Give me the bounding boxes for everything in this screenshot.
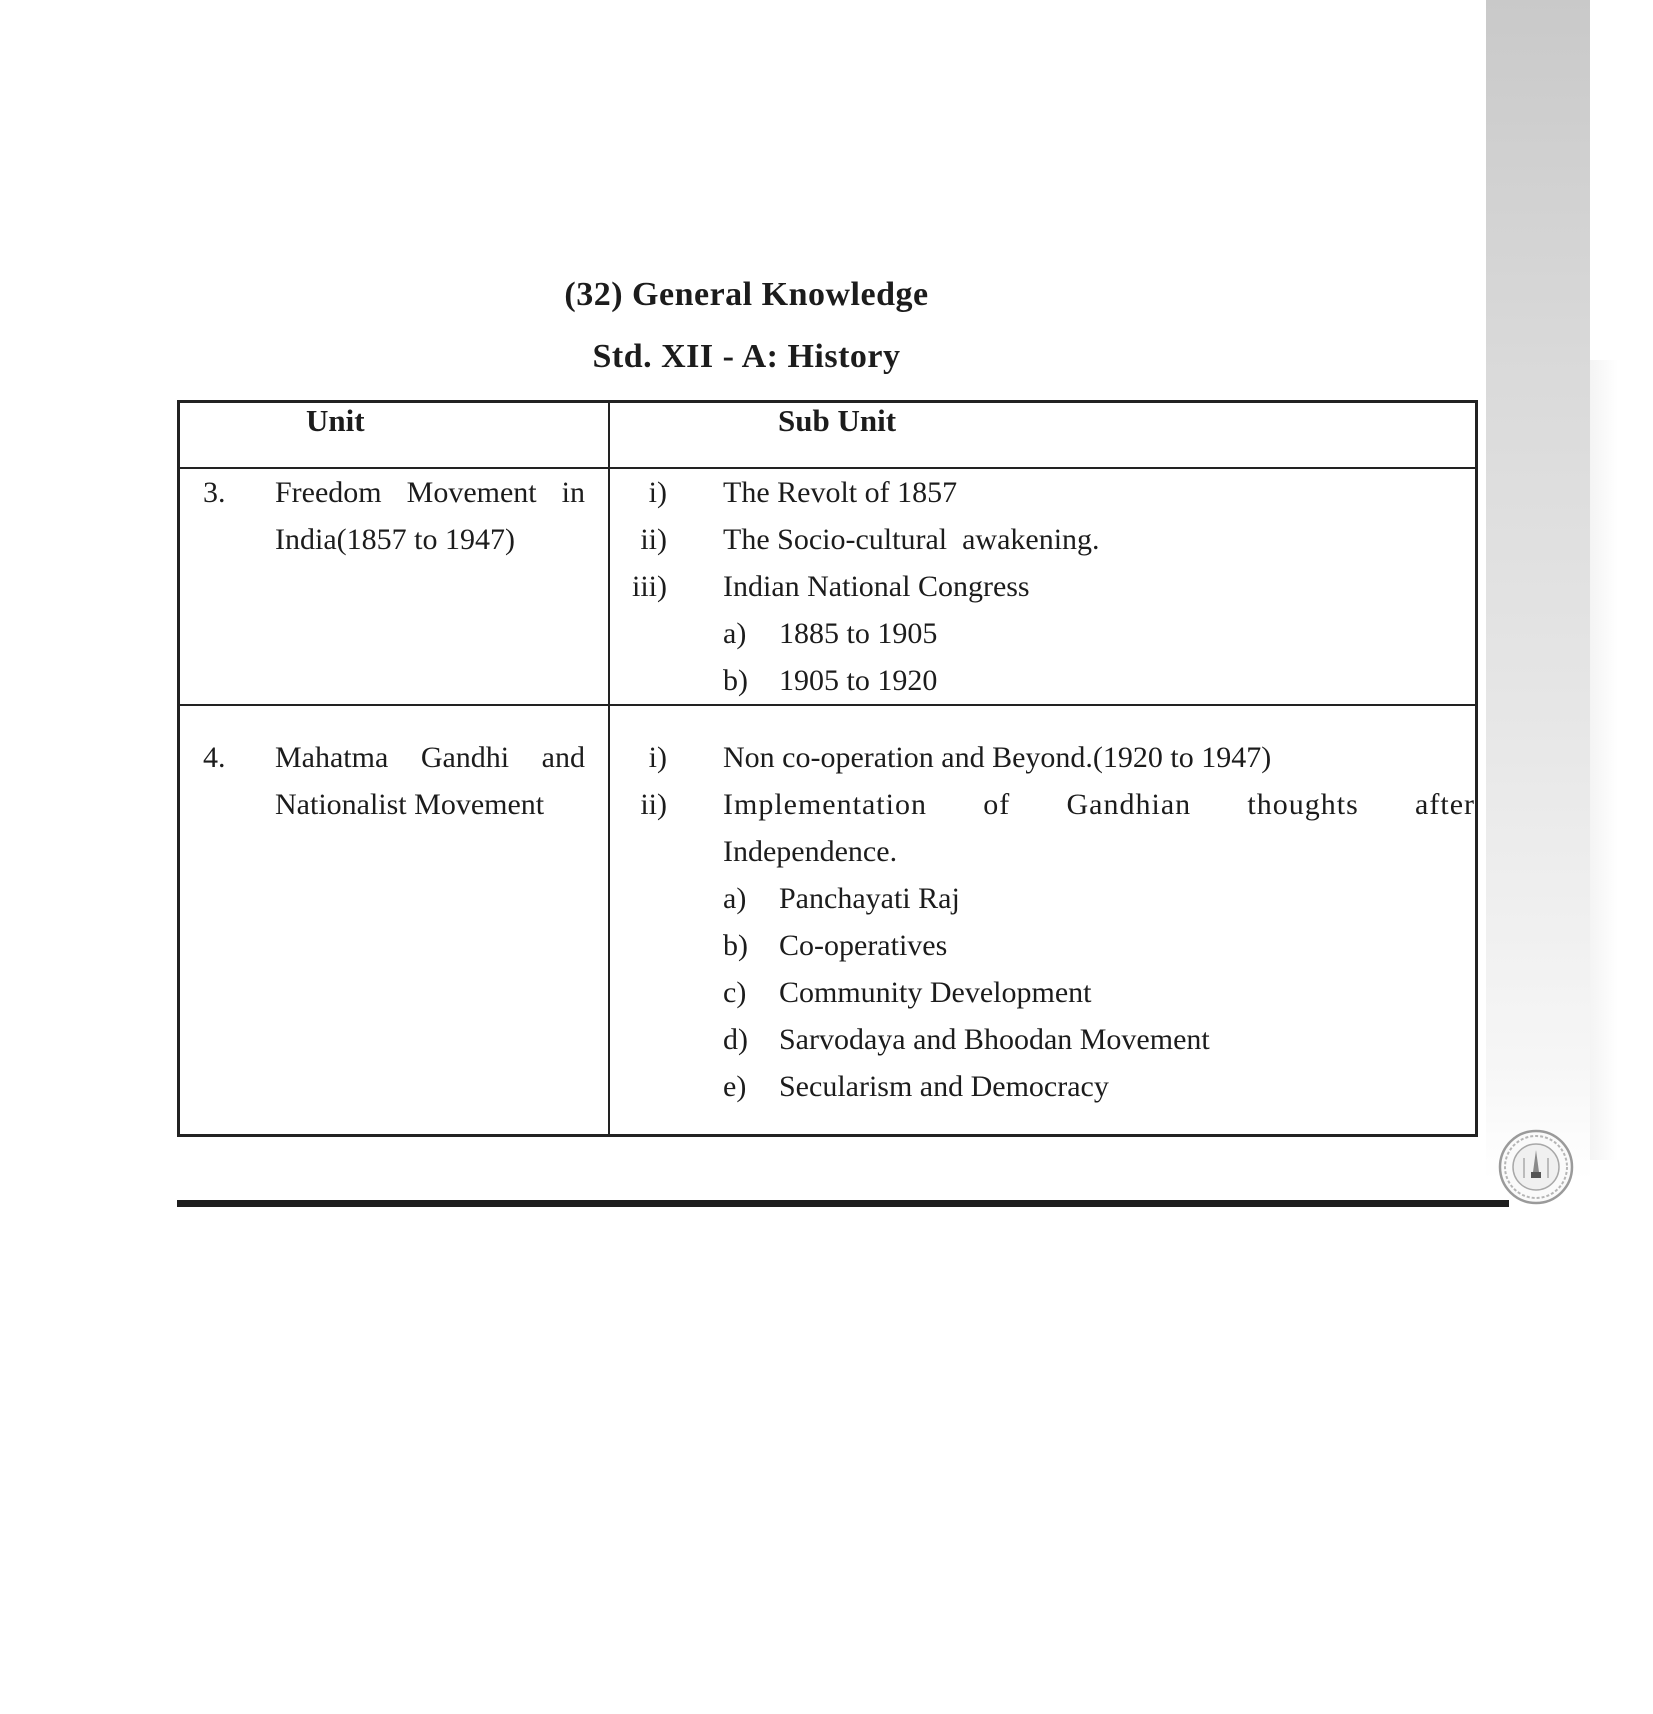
unit-number: 3.	[203, 476, 226, 509]
syllabus-table	[177, 400, 1478, 1137]
page-subtitle: Std. XII - A: History	[592, 338, 901, 375]
unit-number: 4.	[203, 741, 226, 774]
table-row	[179, 705, 1477, 1136]
sub-unit-letter-item: a) Panchayati Raj	[723, 882, 960, 915]
unit-title: Freedom Movement in India(1857 to 1947)	[275, 476, 585, 556]
table-row	[179, 468, 1477, 705]
unit-cell	[179, 705, 610, 1136]
sub-unit-letter-item: b) 1905 to 1920	[723, 664, 938, 697]
side-band	[1486, 0, 1590, 1180]
sub-unit-letter-item: a) 1885 to 1905	[723, 617, 938, 650]
sub-unit-letter-item: c) Community Development	[723, 976, 1092, 1009]
footer-rule	[177, 1200, 1509, 1207]
sub-unit-continuation: Independence.	[723, 835, 898, 868]
sub-unit-cell	[609, 705, 1477, 1136]
sub-unit-item: iii) Indian National Congress	[632, 570, 1030, 603]
table-header-row	[179, 402, 1477, 469]
column-header-sub-unit: Sub Unit	[609, 402, 1477, 469]
sub-unit-item: i) Non co-operation and Beyond.(1920 to 1947)	[648, 741, 1272, 774]
sub-unit-item: ii) Implementation of Gandhian thoughts after	[640, 788, 1475, 821]
sub-unit-item: ii) The Socio-cultural awakening.	[640, 523, 1100, 556]
unit-title: Mahatma Gandhi and Nationalist Movement	[275, 741, 585, 821]
sub-unit-letter-item: d) Sarvodaya and Bhoodan Movement	[723, 1023, 1210, 1056]
sub-unit-cell	[609, 468, 1477, 705]
sub-unit-letter-item: e) Secularism and Democracy	[723, 1070, 1109, 1103]
emblem-icon	[1497, 1128, 1575, 1206]
unit-cell	[179, 468, 610, 705]
sub-unit-item: i) The Revolt of 1857	[648, 476, 958, 509]
sub-unit-letter-item: b) Co-operatives	[723, 929, 948, 962]
side-band-shadow	[1590, 360, 1618, 1160]
page-title: (32) General Knowledge	[564, 276, 929, 313]
column-header-unit: Unit	[179, 402, 610, 469]
